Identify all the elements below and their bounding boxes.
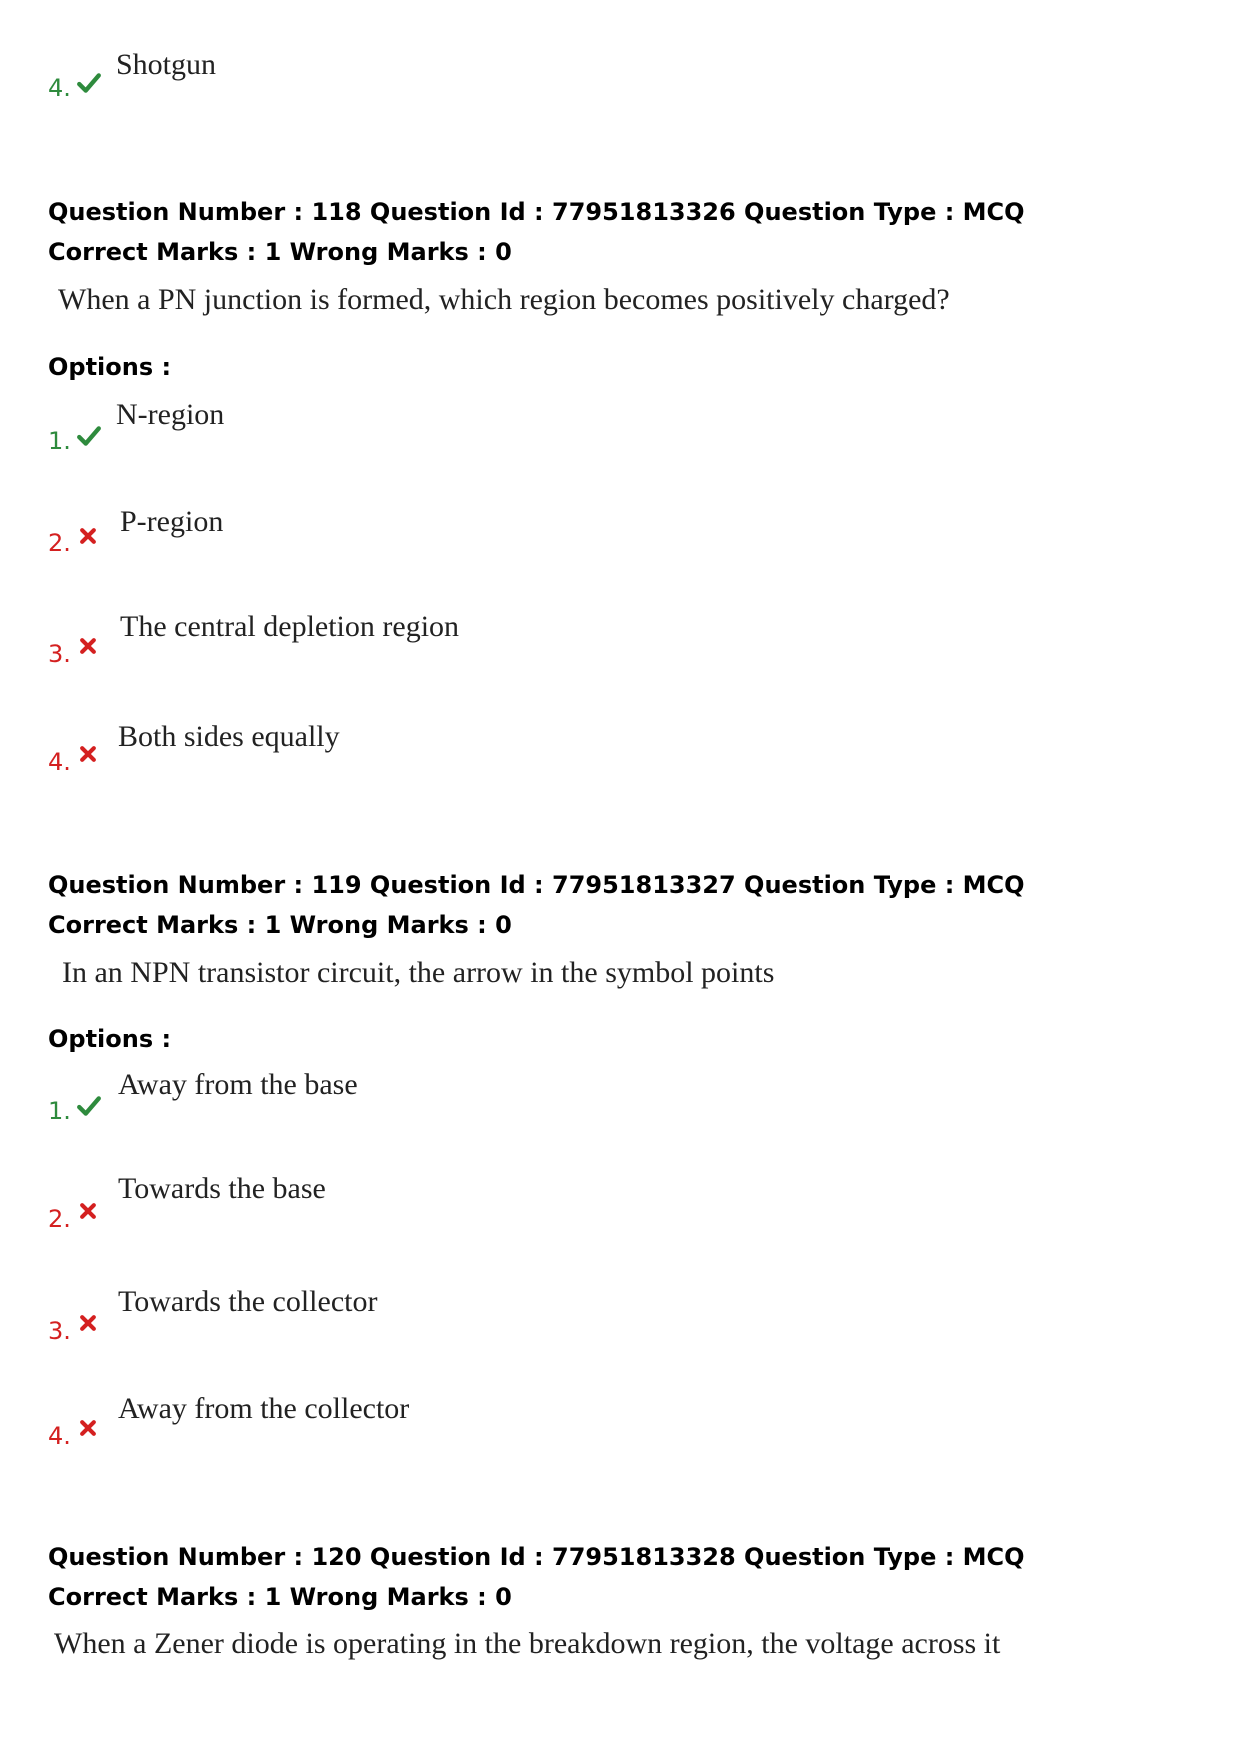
question-header: Question Number : 119 Question Id : 77951813327 Question Type : MCQ bbox=[48, 871, 1025, 899]
marks-line: Correct Marks : 1 Wrong Marks : 0 bbox=[48, 911, 512, 939]
option-text: Away from the base bbox=[118, 1068, 358, 1101]
cross-icon bbox=[78, 1201, 98, 1221]
cross-icon bbox=[78, 1418, 98, 1438]
option-number: 1. bbox=[48, 1097, 71, 1125]
check-icon bbox=[76, 70, 102, 96]
option-number: 3. bbox=[48, 1317, 71, 1345]
check-icon bbox=[76, 1093, 102, 1119]
option-text: Towards the collector bbox=[118, 1285, 378, 1318]
question-header: Question Number : 120 Question Id : 77951813328 Question Type : MCQ bbox=[48, 1543, 1025, 1571]
option-text: Shotgun bbox=[116, 48, 217, 81]
cross-icon bbox=[78, 1313, 98, 1333]
option-number: 1. bbox=[48, 427, 71, 455]
option-number: 3. bbox=[48, 640, 71, 668]
option-text: The central depletion region bbox=[120, 610, 460, 643]
options-label: Options : bbox=[48, 353, 172, 381]
option-text: Both sides equally bbox=[118, 720, 340, 753]
cross-icon bbox=[78, 636, 98, 656]
option-text: Away from the collector bbox=[118, 1392, 410, 1425]
check-icon bbox=[76, 423, 102, 449]
option-number: 2. bbox=[48, 1205, 71, 1233]
marks-line: Correct Marks : 1 Wrong Marks : 0 bbox=[48, 1583, 512, 1611]
options-label: Options : bbox=[48, 1025, 172, 1053]
question-header: Question Number : 118 Question Id : 77951813326 Question Type : MCQ bbox=[48, 198, 1025, 226]
option-number: 4. bbox=[48, 748, 71, 776]
option-number: 4. bbox=[48, 1422, 71, 1450]
marks-line: Correct Marks : 1 Wrong Marks : 0 bbox=[48, 238, 512, 266]
question-text: In an NPN transistor circuit, the arrow in the symbol points bbox=[62, 956, 775, 989]
option-text: P-region bbox=[120, 505, 224, 538]
cross-icon bbox=[78, 744, 98, 764]
option-number: 4. bbox=[48, 74, 71, 102]
option-number: 2. bbox=[48, 529, 71, 557]
option-text: Towards the base bbox=[118, 1172, 326, 1205]
option-text: N-region bbox=[116, 398, 225, 431]
question-text: When a Zener diode is operating in the breakdown region, the voltage across it bbox=[54, 1627, 1001, 1660]
question-text: When a PN junction is formed, which region becomes positively charged? bbox=[58, 283, 950, 316]
cross-icon bbox=[78, 526, 98, 546]
